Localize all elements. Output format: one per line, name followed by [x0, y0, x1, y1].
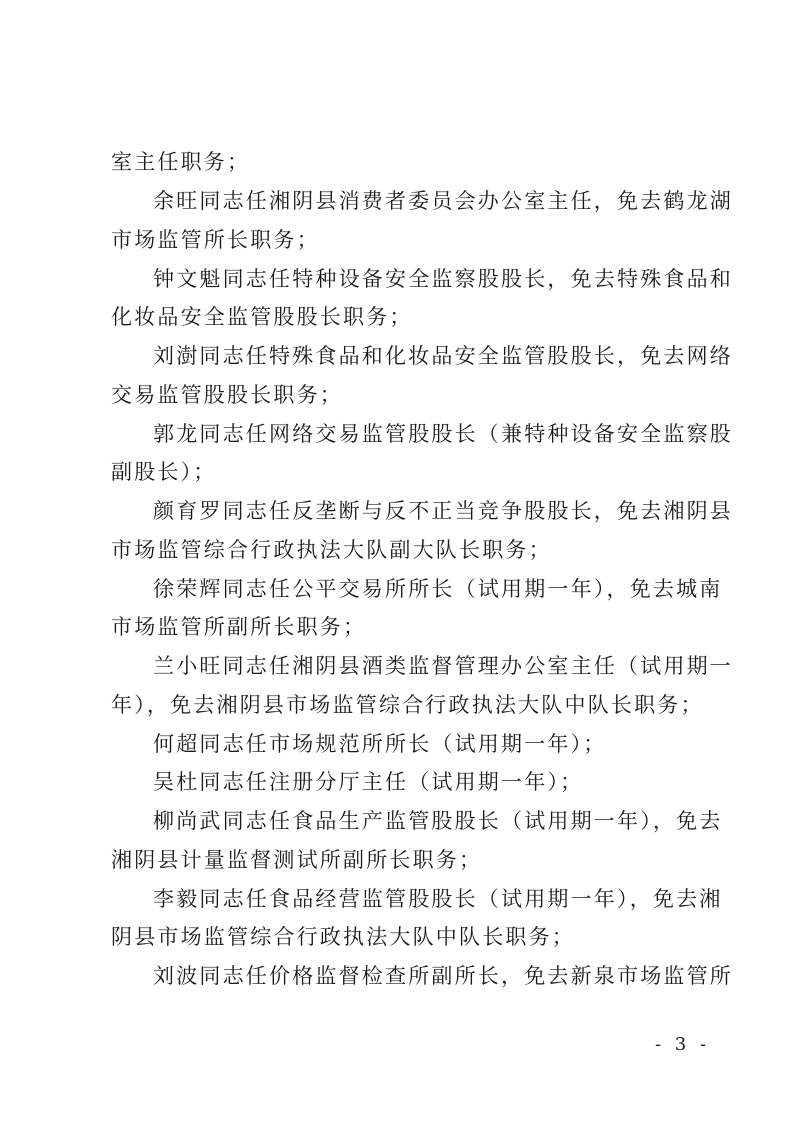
text-line: 市场监管综合行政执法大队副大队长职务； [111, 538, 552, 562]
text-line: 年），免去湘阴县市场监管综合行政执法大队中队长职务； [111, 693, 704, 717]
text-line: 柳尚武同志任食品生产监管股股长（试用期一年），免去 [153, 809, 723, 833]
page-number: - 3 - [655, 1034, 711, 1055]
text-line: 化妆品安全监管股股长职务； [111, 305, 413, 329]
text-line: 李毅同志任食品经营监管股股长（试用期一年），免去湘 [153, 887, 723, 911]
text-line: 湘阴县计量监督测试所副所长职务； [111, 848, 483, 872]
text-line: 徐荣辉同志任公平交易所所长（试用期一年），免去城南 [153, 577, 723, 601]
text-line: 余旺同志任湘阴县消费者委员会办公室主任，免去鹤龙湖 [153, 189, 733, 213]
text-line: 兰小旺同志任湘阴县酒类监督管理办公室主任（试用期一 [153, 654, 733, 678]
text-line: 刘波同志任价格监督检查所副所长，免去新泉市场监管所 [153, 964, 733, 988]
text-line: 副股长）； [111, 460, 217, 484]
text-line: 何超同志任市场规范所所长（试用期一年）； [153, 732, 607, 756]
text-line: 钟文魁同志任特种设备安全监察股股长，免去特殊食品和 [153, 267, 733, 291]
text-line: 刘澍同志任特殊食品和化妆品安全监管股股长，免去网络 [153, 344, 733, 368]
text-line: 郭龙同志任网络交易监管股股长（兼特种设备安全监察股 [153, 422, 733, 446]
text-line: 颜育罗同志任反垄断与反不正当竞争股股长，免去湘阴县 [153, 499, 733, 523]
text-line: 阴县市场监管综合行政执法大队中队长职务； [111, 925, 575, 949]
text-line: 市场监管所长职务； [111, 228, 320, 252]
text-line: 吴杜同志任注册分厅主任（试用期一年）； [153, 770, 584, 794]
text-line: 室主任职务； [111, 150, 251, 174]
text-line: 市场监管所副所长职务； [111, 615, 367, 639]
text-line: 交易监管股股长职务； [111, 383, 343, 407]
